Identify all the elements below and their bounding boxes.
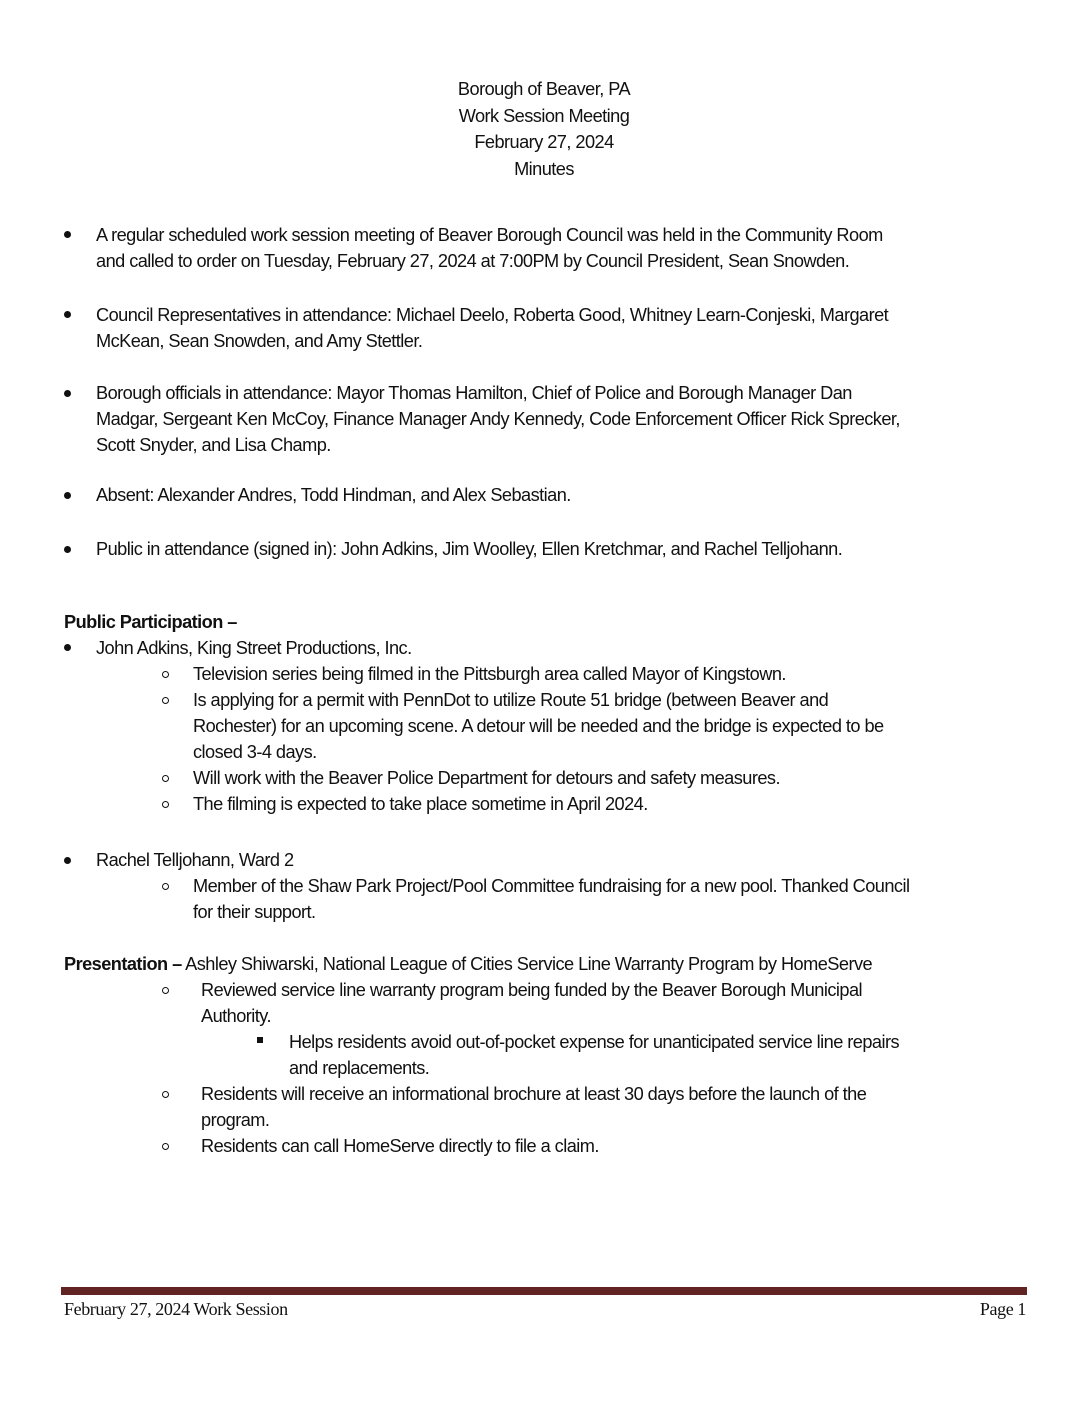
- header-meeting-type: Work Session Meeting: [458, 105, 630, 126]
- circle-bullet-icon: [162, 1143, 169, 1150]
- bullet-icon: [64, 231, 71, 238]
- circle-bullet-icon: [162, 883, 169, 890]
- square-bullet-icon: [257, 1037, 263, 1043]
- text-line: Council Representatives in attendance: Michael Deelo, Roberta Good, Whitney Learn-Conjeski, Margaret: [96, 305, 889, 325]
- header-minutes: Minutes: [514, 158, 574, 179]
- presentation-line: [64, 951, 872, 977]
- intro-bullet-absent: [96, 482, 571, 508]
- text-line: Is applying for a permit with PennDot to utilize Route 51 bridge (between Beaver and: [193, 690, 829, 710]
- document-header: [0, 76, 1088, 182]
- text-line: closed 3-4 days.: [193, 742, 317, 762]
- circle-bullet-icon: [162, 801, 169, 808]
- bullet-icon: [64, 492, 71, 499]
- speaker-point: [193, 873, 909, 925]
- circle-bullet-icon: [162, 1091, 169, 1098]
- header-borough: Borough of Beaver, PA: [457, 79, 631, 99]
- speaker-point: [193, 661, 786, 687]
- text-line: Borough officials in attendance: Mayor Thomas Hamilton, Chief of Police and Borough Manager Dan: [96, 383, 852, 403]
- text-line: Public in attendance (signed in): John Adkins, Jim Woolley, Ellen Kretchmar, and Rachel Telljohann.: [96, 539, 843, 559]
- presentation-heading: Presentation –: [64, 954, 182, 974]
- public-participation-heading: Public Participation –: [64, 612, 237, 632]
- intro-bullet-officials-attendance: [96, 380, 900, 458]
- intro-bullet-public-attendance: [96, 536, 842, 562]
- speaker-name: John Adkins, King Street Productions, Inc.: [96, 638, 412, 658]
- speaker-name: Rachel Telljohann, Ward 2: [96, 850, 294, 870]
- footer-divider: [61, 1287, 1027, 1295]
- presentation-point: [201, 1081, 866, 1133]
- footer-page-number: Page 1: [979, 1299, 1026, 1319]
- bullet-icon: [64, 546, 71, 553]
- presentation-subject: Ashley Shiwarski, National League of Cities Service Line Warranty Program by HomeServe: [181, 954, 873, 974]
- bullet-icon: [64, 390, 71, 397]
- presentation-subpoint: [289, 1029, 899, 1081]
- text-line: Residents can call HomeServe directly to file a claim.: [201, 1136, 599, 1156]
- text-line: Helps residents avoid out-of-pocket expense for unanticipated service line repairs: [289, 1032, 900, 1052]
- intro-bullet-call-to-order: [96, 222, 883, 274]
- text-line: Scott Snyder, and Lisa Champ.: [96, 435, 331, 455]
- speaker-point: [193, 687, 884, 765]
- circle-bullet-icon: [162, 671, 169, 678]
- text-line: and called to order on Tuesday, February 27, 2024 at 7:00PM by Council President, Sean Snowden.: [96, 251, 850, 271]
- bullet-icon: [64, 857, 71, 864]
- text-line: Residents will receive an informational brochure at least 30 days before the launch of the: [201, 1084, 867, 1104]
- header-date: February 27, 2024: [474, 132, 614, 152]
- text-line: Authority.: [201, 1006, 271, 1026]
- circle-bullet-icon: [162, 987, 169, 994]
- text-line: Madgar, Sergeant Ken McCoy, Finance Manager Andy Kennedy, Code Enforcement Officer Rick Sprecker,: [96, 409, 900, 429]
- footer-meeting-label: February 27, 2024 Work Session: [64, 1299, 288, 1319]
- text-line: for their support.: [193, 902, 316, 922]
- speaker-point: [193, 791, 648, 817]
- text-line: Absent: Alexander Andres, Todd Hindman, and Alex Sebastian.: [96, 485, 571, 505]
- text-line: Television series being filmed in the Pittsburgh area called Mayor of Kingstown.: [193, 664, 786, 684]
- circle-bullet-icon: [162, 697, 169, 704]
- text-line: McKean, Sean Snowden, and Amy Stettler.: [96, 331, 423, 351]
- text-line: The filming is expected to take place sometime in April 2024.: [193, 794, 648, 814]
- presentation-point: [201, 977, 862, 1029]
- speaker-point: [193, 765, 780, 791]
- text-line: Will work with the Beaver Police Department for detours and safety measures.: [193, 768, 780, 788]
- bullet-icon: [64, 311, 71, 318]
- text-line: and replacements.: [289, 1058, 430, 1078]
- circle-bullet-icon: [162, 775, 169, 782]
- text-line: program.: [201, 1110, 270, 1130]
- bullet-icon: [64, 644, 71, 651]
- text-line: Rochester) for an upcoming scene. A detour will be needed and the bridge is expected to be: [193, 716, 884, 736]
- text-line: Member of the Shaw Park Project/Pool Committee fundraising for a new pool. Thanked Council: [193, 876, 910, 896]
- text-line: Reviewed service line warranty program being funded by the Beaver Borough Municipal: [201, 980, 863, 1000]
- text-line: A regular scheduled work session meeting of Beaver Borough Council was held in the Community Room: [96, 225, 883, 245]
- intro-bullet-council-attendance: [96, 302, 888, 354]
- presentation-point: [201, 1133, 599, 1159]
